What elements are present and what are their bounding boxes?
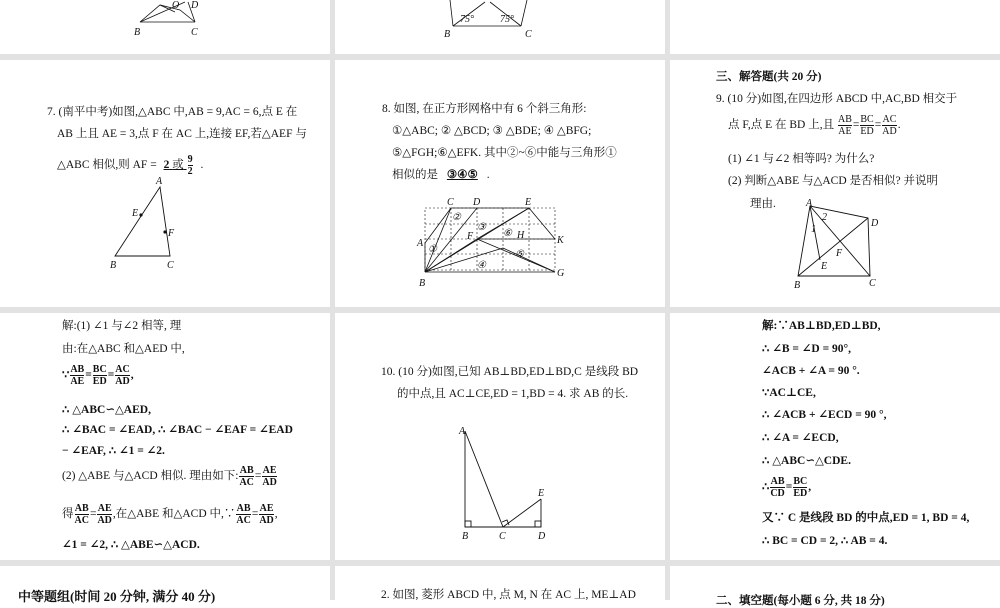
- label-D: D: [473, 197, 481, 208]
- sol9-l2: 由:在△ABC 和△AED 中,: [62, 343, 185, 355]
- sol9-frac3-ae-ad: $\frac{AE}{AD}$: [259, 503, 274, 526]
- sol9-l8-mid: ,在△ABE 和△ACD 中,∵: [112, 508, 236, 521]
- label-F: F: [836, 248, 843, 259]
- sol10-l1: 解:∵AB⊥BD,ED⊥BD,: [762, 320, 881, 332]
- q7-line2: AB 上且 AE = 3,点 F 在 AC 上,连接 EF,若△AEF 与: [57, 128, 307, 140]
- q10-line2: 的中点,且 AC⊥CE,ED = 1,BD = 4. 求 AB 的长.: [397, 388, 629, 400]
- sol9-frac-ab-ac: $\frac{AB}{AC}$: [239, 465, 254, 488]
- label-1: 1: [811, 224, 816, 235]
- sol10-l3: ∠ACB + ∠A = 90 °.: [762, 365, 860, 377]
- label-B: B: [419, 278, 426, 289]
- question-9-panel: [670, 60, 1000, 307]
- sol9-l7: (2) △ABE 与△ACD 相似. 理由如下: $\frac{AB}{AC}$ = $\frac{AE}{AD}$: [62, 465, 277, 488]
- solution-9-panel: [0, 313, 330, 560]
- q8-figure: [335, 60, 665, 307]
- sol10-l5: ∴ ∠ACB + ∠ECD = 90 °,: [762, 409, 887, 421]
- q9-line2-text: 点 F,点 E 在 BD 上,且: [728, 119, 835, 132]
- q7-answer-fraction: $\frac{9}{2}$: [187, 154, 193, 177]
- label-C: C: [191, 27, 198, 38]
- label-O: O: [172, 0, 180, 11]
- label-A: A: [417, 238, 424, 249]
- label-F: F: [467, 231, 474, 242]
- label-B: B: [794, 280, 801, 291]
- q8-line2: ①△ABC; ② △BCD; ③ △BDE; ④ △BFG;: [392, 125, 592, 137]
- sol9-frac3-ab-ac: $\frac{AB}{AC}$: [236, 503, 251, 526]
- label-D: D: [191, 0, 199, 11]
- sol10-l4: ∵AC⊥CE,: [762, 387, 816, 399]
- sol9-l3-prefix: ∵: [62, 369, 70, 382]
- sol9-l8: 得 $\frac{AB}{AC}$ = $\frac{AE}{AD}$ ,在△ABE 和△ACD 中,∵ $\frac{AB}{AC}$ = $\frac{AE}{AD}$ ,: [62, 503, 278, 526]
- sol10-frac-ab-cd: $\frac{AB}{CD}$: [770, 476, 785, 499]
- question-8-panel: [335, 60, 665, 307]
- sol10-l2: ∴ ∠B = ∠D = 90°,: [762, 343, 852, 355]
- label-n5: ⑤: [515, 249, 524, 260]
- label-B: B: [134, 27, 141, 38]
- panel-bottom-right: [670, 566, 1000, 607]
- panel-bottom-middle: [335, 566, 665, 600]
- label-A: A: [806, 198, 813, 209]
- q9-sub1: (1) ∠1 与∠2 相等吗? 为什么?: [728, 153, 875, 165]
- sol9-frac-ae-ad: $\frac{AE}{AD}$: [262, 465, 277, 488]
- q9-frac-ac-ad: $\frac{AC}{AD}$: [882, 114, 897, 137]
- sol9-frac2-ae-ad: $\frac{AE}{AD}$: [97, 503, 112, 526]
- sol10-l6: ∴ ∠A = ∠ECD,: [762, 432, 839, 444]
- label-C: C: [525, 29, 532, 40]
- q8-line1: 8. 如图, 在正方形网格中有 6 个斜三角形:: [382, 103, 587, 115]
- q7-answer-or: 或: [172, 159, 184, 172]
- label-n1: ①: [428, 244, 437, 255]
- label-G: G: [557, 268, 565, 279]
- angle-75-left: 75°: [460, 14, 474, 25]
- sol9-l6: − ∠EAF, ∴ ∠1 = ∠2.: [62, 445, 165, 457]
- q10-line1: 10. (10 分)如图,已知 AB⊥BD,ED⊥BD,C 是线段 BD: [381, 366, 639, 378]
- label-E: E: [821, 261, 828, 272]
- label-F: F: [168, 228, 175, 239]
- sol10-frac-bc-ed: $\frac{BC}{ED}$: [793, 476, 808, 499]
- figure-top-left: [0, 0, 330, 54]
- q7-line1: 7. (南平中考)如图,△ABC 中,AB = 9,AC = 6,点 E 在: [47, 106, 298, 118]
- sol10-l7: ∴ △ABC∽△CDE.: [762, 455, 851, 467]
- sol9-l8-prefix: 得: [62, 508, 74, 521]
- label-D: D: [538, 531, 546, 542]
- label-E: E: [538, 488, 545, 499]
- q9-figure: [670, 60, 1000, 307]
- label-K: K: [557, 235, 564, 246]
- question-7-panel: [0, 60, 330, 307]
- q9-sub2: (2) 判断△ABE 与△ACD 是否相似? 并说明: [728, 175, 938, 187]
- bottom-right-heading: 二、填空题(每小题 6 分, 共 18 分): [716, 595, 885, 607]
- sol9-frac2-ab-ac: $\frac{AB}{AC}$: [74, 503, 89, 526]
- solution-10-panel: [670, 313, 1000, 560]
- q9-sub2b: 理由.: [750, 198, 776, 210]
- q7-answer-a: 2: [163, 159, 170, 172]
- label-B: B: [110, 260, 117, 271]
- label-H: H: [517, 230, 525, 241]
- q7-line3-end: .: [200, 159, 204, 172]
- q9-frac-ab-ae: $\frac{AB}{AE}$: [837, 114, 852, 137]
- panel-top-left: [0, 0, 330, 54]
- sol9-l4: ∴ △ABC∽△AED,: [62, 404, 151, 416]
- label-n2: ②: [452, 212, 461, 223]
- label-C: C: [447, 197, 454, 208]
- q8-line4-end: .: [486, 169, 490, 181]
- q8-line3: ⑤△FGH;⑥△EFK. 其中②~⑥中能与三角形①: [392, 147, 617, 159]
- label-2: 2: [822, 212, 827, 223]
- q10-figure: [335, 313, 665, 560]
- sol9-l7-text: (2) △ABE 与△ACD 相似. 理由如下:: [62, 470, 239, 483]
- sol10-l8: ∴ $\frac{AB}{CD}$ = $\frac{BC}{ED}$ ,: [762, 476, 812, 499]
- label-n3: ③: [477, 222, 486, 233]
- q8-line4-text: 相似的是: [392, 169, 438, 181]
- q7-line3-text: △ABC 相似,则 AF =: [57, 159, 157, 172]
- bottom-left-heading: 中等题组(时间 20 分钟, 满分 40 分): [18, 589, 216, 604]
- sol10-l10: ∴ BC = CD = 2, ∴ AB = 4.: [762, 535, 888, 547]
- label-E: E: [132, 208, 139, 219]
- label-E: E: [525, 197, 532, 208]
- label-C: C: [167, 260, 174, 271]
- label-A: A: [459, 426, 466, 437]
- label-C: C: [869, 278, 876, 289]
- sol9-frac-ac-ad: $\frac{AC}{AD}$: [115, 364, 130, 387]
- sol9-l9: ∠1 = ∠2, ∴ △ABE∽△ACD.: [62, 539, 200, 551]
- q9-frac-bc-ed: $\frac{BC}{ED}$: [860, 114, 874, 137]
- label-n6: ⑥: [503, 228, 512, 239]
- bottom-middle-text: 2. 如图, 菱形 ABCD 中, 点 M, N 在 AC 上, ME⊥AD: [381, 589, 636, 601]
- angle-75-right: 75°: [500, 14, 514, 25]
- panel-bottom-left: [0, 566, 330, 604]
- sol9-l5: ∴ ∠BAC = ∠EAD, ∴ ∠BAC − ∠EAF = ∠EAD: [62, 424, 293, 436]
- q9-line1: 9. (10 分)如图,在四边形 ABCD 中,AC,BD 相交于: [716, 93, 958, 105]
- label-C: C: [499, 531, 506, 542]
- question-10-panel: [335, 313, 665, 560]
- sol9-frac-ab-ae: $\frac{AB}{AE}$: [70, 364, 85, 387]
- label-A: A: [156, 176, 163, 187]
- label-B: B: [462, 531, 469, 542]
- label-n4: ④: [477, 260, 486, 271]
- sol9-l1: 解:(1) ∠1 与∠2 相等, 理: [62, 320, 182, 332]
- panel-top-right: [670, 0, 1000, 54]
- section-heading: 三、解答题(共 20 分): [716, 71, 822, 83]
- q7-figure: [0, 60, 330, 307]
- sol10-l9: 又∵ C 是线段 BD 的中点,ED = 1, BD = 4,: [762, 512, 970, 524]
- label-B: B: [444, 29, 451, 40]
- q9-line2: 点 F,点 E 在 BD 上,且 $\frac{AB}{AE}$ = $\frac{BC}{ED}$ = $\frac{AC}{AD}$ .: [728, 114, 901, 137]
- sol10-l8-prefix: ∴: [762, 481, 770, 494]
- sol9-frac-bc-ed: $\frac{BC}{ED}$: [92, 364, 107, 387]
- label-D: D: [871, 218, 879, 229]
- sol9-l3: ∵ $\frac{AB}{AE}$ = $\frac{BC}{ED}$ = $\frac{AC}{AD}$ ,: [62, 364, 134, 387]
- figure-top-middle: [335, 0, 665, 54]
- q8-answer: ③④⑤: [446, 169, 478, 181]
- panel-top-middle: [335, 0, 665, 54]
